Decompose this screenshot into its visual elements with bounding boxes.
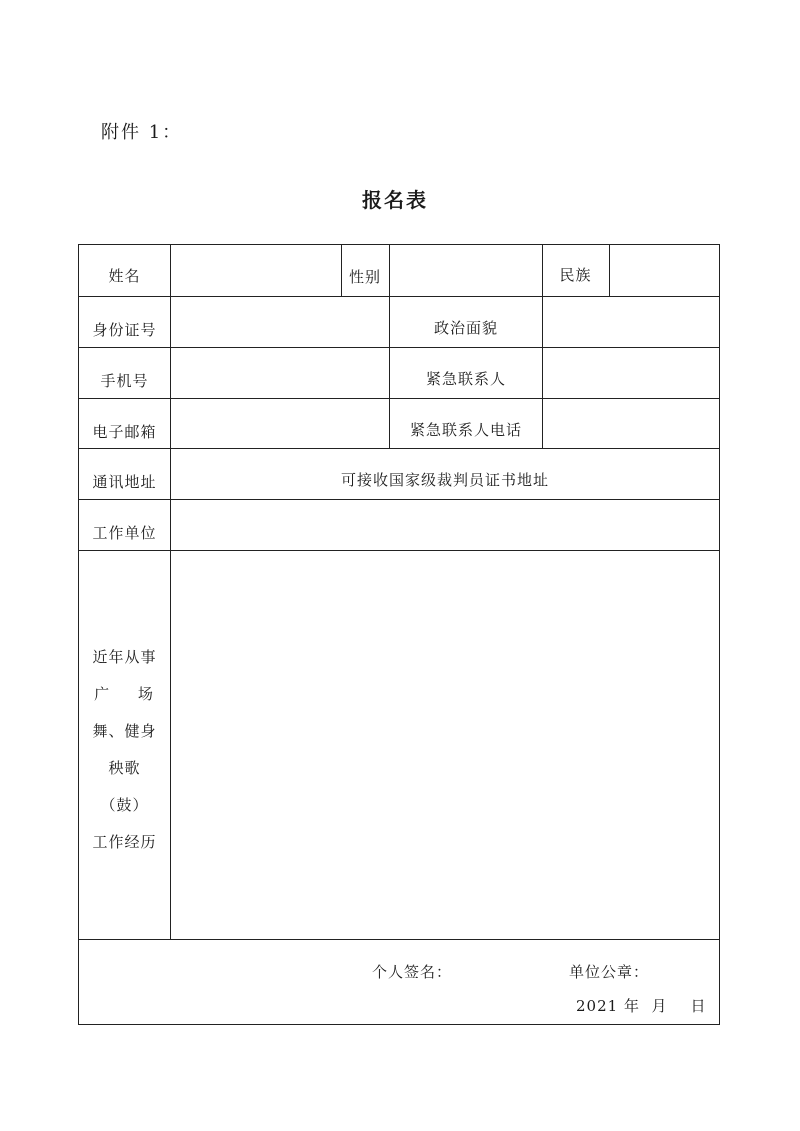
political-status-field[interactable] (543, 296, 719, 347)
experience-label (79, 640, 170, 860)
name-field[interactable] (171, 245, 341, 296)
gender-label: 性别 (348, 268, 381, 286)
emergency-contact-phone-label: 紧急联系人电话 (409, 421, 522, 439)
work-unit-field[interactable] (171, 499, 719, 550)
address-field[interactable]: 可接收国家级裁判员证书地址 (340, 470, 549, 489)
emergency-contact-label: 紧急联系人 (425, 370, 506, 388)
experience-label-line: 近年从事 (92, 648, 157, 666)
experience-label-line: 工作经历 (92, 833, 157, 851)
form-title: 报名表 (362, 188, 428, 212)
experience-label-line: 秧歌 (108, 759, 141, 777)
id-number-field[interactable] (171, 296, 389, 347)
signature-date: 2021 年 月 日 (576, 997, 707, 1015)
experience-label-line: （鼓） (100, 796, 149, 814)
email-label: 电子邮箱 (92, 422, 157, 441)
ethnicity-field[interactable] (610, 245, 719, 296)
emergency-contact-field[interactable] (543, 347, 719, 398)
experience-label-line: 广 场 (94, 685, 165, 703)
registration-form (78, 244, 720, 1025)
gender-field[interactable] (390, 245, 542, 296)
experience-label-line: 舞、健身 (92, 722, 157, 740)
address-label: 通讯地址 (92, 472, 157, 491)
unit-seal-label: 单位公章： (569, 963, 650, 981)
attachment-label: 附件 1： (101, 122, 183, 143)
emergency-contact-phone-field[interactable] (543, 398, 719, 449)
mobile-field[interactable] (171, 347, 389, 398)
personal-signature-label: 个人签名： (372, 963, 453, 981)
mobile-label: 手机号 (100, 371, 149, 390)
work-unit-label: 工作单位 (92, 523, 157, 542)
email-field[interactable] (171, 398, 389, 449)
name-label: 姓名 (108, 266, 141, 285)
ethnicity-label: 民族 (559, 266, 592, 284)
political-status-label: 政治面貌 (433, 319, 498, 337)
experience-field[interactable] (171, 550, 719, 939)
id-number-label: 身份证号 (92, 320, 157, 339)
